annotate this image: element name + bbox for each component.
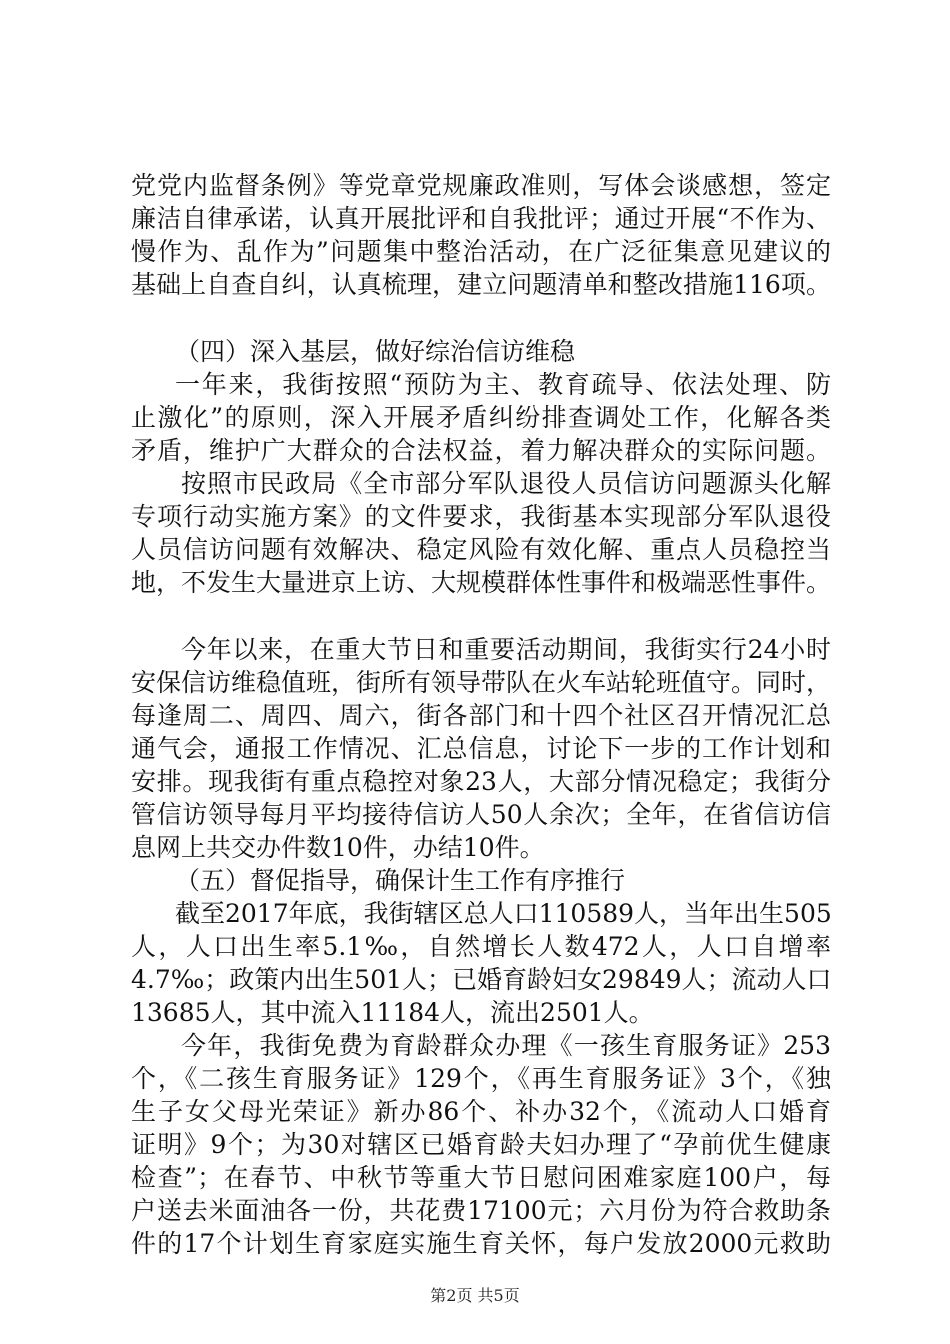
text-line: 慢作为、乱作为”问题集中整治活动，在广泛征集意见建议的 — [131, 237, 831, 266]
text-line: 息网上共交办件数10件，办结10件。 — [131, 833, 545, 862]
text-line: 人员信访问题有效解决、稳定风险有效化解、重点人员稳控当 — [131, 535, 831, 564]
text-line: 止激化”的原则，深入开展矛盾纠纷排查调处工作，化解各类 — [131, 403, 831, 432]
text-line: 矛盾，维护广大群众的合法权益，着力解决群众的实际问题。 — [131, 436, 831, 465]
text-line: 管信访领导每月平均接待信访人50人余次；全年，在省信访信 — [131, 800, 831, 829]
text-line: 廉洁自律承诺，认真开展批评和自我批评；通过开展“不作为、 — [131, 204, 831, 233]
text-line: 安保信访维稳值班，街所有领导带队在火车站轮班值守。同时， — [131, 668, 832, 697]
text-line: 检查”；在春节、中秋节等重大节日慰问困难家庭100户，每 — [131, 1163, 831, 1192]
text-line: 地，不发生大量进京上访、大规模群体性事件和极端恶性事件。 — [131, 568, 832, 597]
text-line: 今年以来，在重大节日和重要活动期间，我街实行24小时 — [181, 635, 831, 664]
text-line: 按照市民政局《全市部分军队退役人员信访问题源头化解 — [181, 469, 831, 498]
text-line: 安排。现我街有重点稳控对象23人，大部分情况稳定；我街分 — [131, 767, 831, 796]
text-line: 4.7‰；政策内出生501人；已婚育龄妇女29849人；流动人口 — [131, 965, 832, 994]
text-line: 个，《二孩生育服务证》129个，《再生育服务证》3个，《独 — [131, 1064, 831, 1093]
text-line: 每逢周二、周四、周六，街各部门和十四个社区召开情况汇总 — [131, 701, 831, 730]
page-number-footer: 第2页 共5页 — [430, 1286, 520, 1305]
text-line: 通气会，通报工作情况、汇总信息，讨论下一步的工作计划和 — [131, 734, 831, 763]
section-heading: （四）深入基层，做好综治信访维稳 — [175, 337, 576, 366]
text-line: 一年来，我街按照“预防为主、教育疏导、依法处理、防 — [175, 370, 831, 399]
text-line: 件的17个计划生育家庭实施生育关怀，每户发放2000元救助 — [131, 1229, 831, 1258]
text-line: 专项行动实施方案》的文件要求，我街基本实现部分军队退役 — [131, 502, 831, 531]
text-line: 13685人，其中流入11184人，流出2501人。 — [131, 998, 654, 1027]
text-line: 户送去米面油各一份，共花费17100元；六月份为符合救助条 — [131, 1196, 831, 1225]
text-line: 证明》9个；为30对辖区已婚育龄夫妇办理了“孕前优生健康 — [131, 1130, 831, 1159]
text-line: 生子女父母光荣证》新办86个、补办32个，《流动人口婚育 — [131, 1097, 831, 1126]
text-line: 人，人口出生率5.1‰，自然增长人数472人，人口自增率 — [131, 932, 831, 961]
section-heading: （五）督促指导，确保计生工作有序推行 — [175, 866, 626, 895]
text-line: 截至2017年底，我街辖区总人口110589人，当年出生505 — [175, 899, 832, 928]
text-line: 今年，我街免费为育龄群众办理《一孩生育服务证》253 — [181, 1031, 831, 1060]
text-line: 党党内监督条例》等党章党规廉政准则，写体会谈感想，签定 — [131, 171, 831, 200]
text-line: 基础上自查自纠，认真梳理，建立问题清单和整改措施116项。 — [131, 270, 831, 299]
